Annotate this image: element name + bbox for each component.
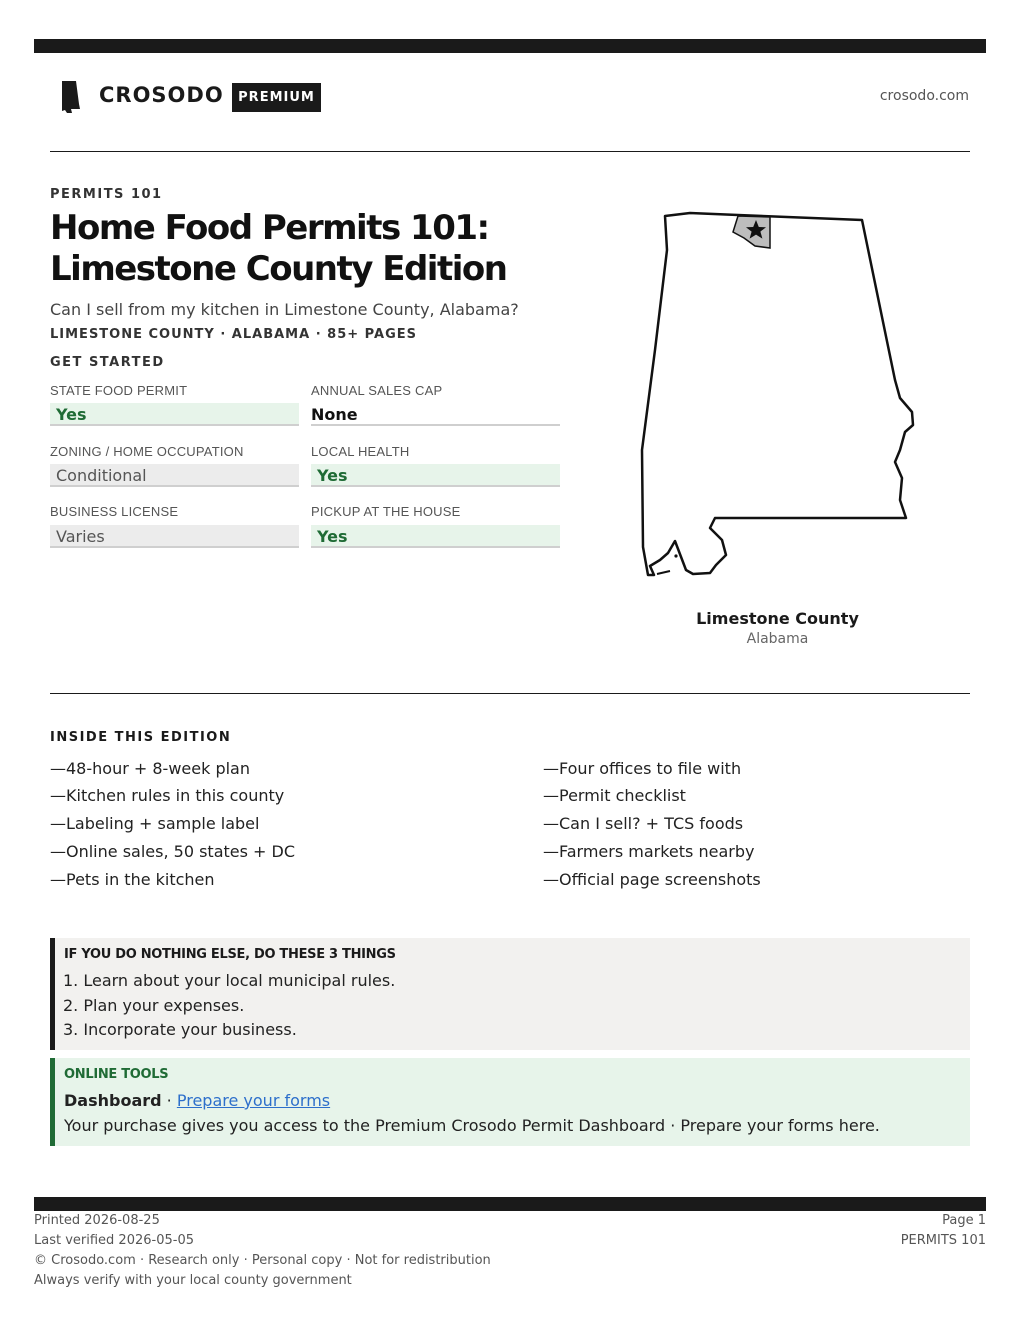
header-divider	[50, 151, 970, 152]
fact-value-state-food-permit: Yes	[50, 403, 299, 426]
alabama-outline	[642, 213, 913, 575]
title-line-2: Limestone County Edition	[50, 249, 507, 289]
printed-date: Printed 2026-08-25	[34, 1213, 160, 1228]
fact-value-pickup: Yes	[311, 525, 560, 548]
fact-label: ZONING / HOME OCCUPATION	[50, 444, 244, 459]
section-divider	[50, 693, 970, 694]
inside-item: —48-hour + 8-week plan	[50, 759, 250, 778]
inside-item: —Permit checklist	[543, 786, 686, 805]
dashboard-separator: ·	[166, 1091, 172, 1110]
online-tools-heading: ONLINE TOOLS	[64, 1067, 169, 1082]
copyright-notice: © Crosodo.com · Research only · Personal copy · Not for redistribution	[34, 1253, 491, 1268]
dashboard-line	[64, 1091, 330, 1110]
premium-badge: PREMIUM	[232, 83, 321, 112]
alabama-map	[620, 205, 930, 590]
fact-label: PICKUP AT THE HOUSE	[311, 504, 461, 519]
site-url[interactable]: crosodo.com	[879, 88, 969, 104]
section-eyebrow: PERMITS 101	[50, 187, 163, 202]
brand-name: CROSODO	[99, 83, 224, 107]
inside-item: —Online sales, 50 states + DC	[50, 842, 296, 861]
page-title	[50, 208, 610, 290]
inside-item: —Official page screenshots	[543, 870, 761, 889]
must-do-step: 2. Plan your expenses.	[63, 996, 245, 1015]
top-bar	[34, 39, 986, 53]
alabama-logo-icon	[59, 80, 81, 114]
must-do-step: 1. Learn about your local municipal rules.	[63, 971, 396, 990]
title-line-1: Home Food Permits 101:	[50, 208, 489, 248]
verify-notice: Always verify with your local county government	[34, 1273, 352, 1288]
inside-item: —Four offices to file with	[543, 759, 742, 778]
must-do-heading: IF YOU DO NOTHING ELSE, DO THESE 3 THINGS	[64, 947, 396, 962]
must-do-box	[50, 938, 970, 1050]
fact-value-zoning: Conditional	[50, 464, 299, 487]
inside-item: —Can I sell? + TCS foods	[543, 814, 744, 833]
inside-item: —Kitchen rules in this county	[50, 786, 285, 805]
fact-label: ANNUAL SALES CAP	[311, 383, 443, 398]
map-county-name: Limestone County	[696, 609, 859, 628]
inside-item: —Farmers markets nearby	[543, 842, 755, 861]
fact-label: BUSINESS LICENSE	[50, 504, 179, 519]
get-started-heading: GET STARTED	[50, 355, 165, 370]
inside-item: —Labeling + sample label	[50, 814, 260, 833]
dashboard-label: Dashboard	[64, 1091, 162, 1110]
footer-section: PERMITS 101	[900, 1233, 986, 1248]
verified-date: Last verified 2026-05-05	[34, 1233, 194, 1248]
must-do-step: 3. Incorporate your business.	[63, 1020, 297, 1039]
fact-label: LOCAL HEALTH	[311, 444, 410, 459]
page-number: Page 1	[942, 1213, 986, 1228]
fact-value-business-license: Varies	[50, 525, 299, 548]
inside-item: —Pets in the kitchen	[50, 870, 215, 889]
page-subtitle: Can I sell from my kitchen in Limestone County, Alabama?	[50, 300, 519, 319]
online-tools-box	[50, 1058, 970, 1146]
prepare-forms-link[interactable]: Prepare your forms	[176, 1091, 331, 1110]
fact-label: STATE FOOD PERMIT	[50, 383, 188, 398]
online-tools-text: Your purchase gives you access to the Premium Crosodo Permit Dashboard · Prepare your forms here.	[64, 1116, 880, 1135]
fact-value-local-health: Yes	[311, 464, 560, 487]
inside-heading: INSIDE THIS EDITION	[50, 730, 232, 745]
bottom-bar	[34, 1197, 986, 1211]
edition-meta: LIMESTONE COUNTY · ALABAMA · 85+ PAGES	[50, 327, 417, 342]
fact-value-annual-sales-cap: None	[311, 403, 560, 426]
map-state-name: Alabama	[746, 631, 809, 647]
